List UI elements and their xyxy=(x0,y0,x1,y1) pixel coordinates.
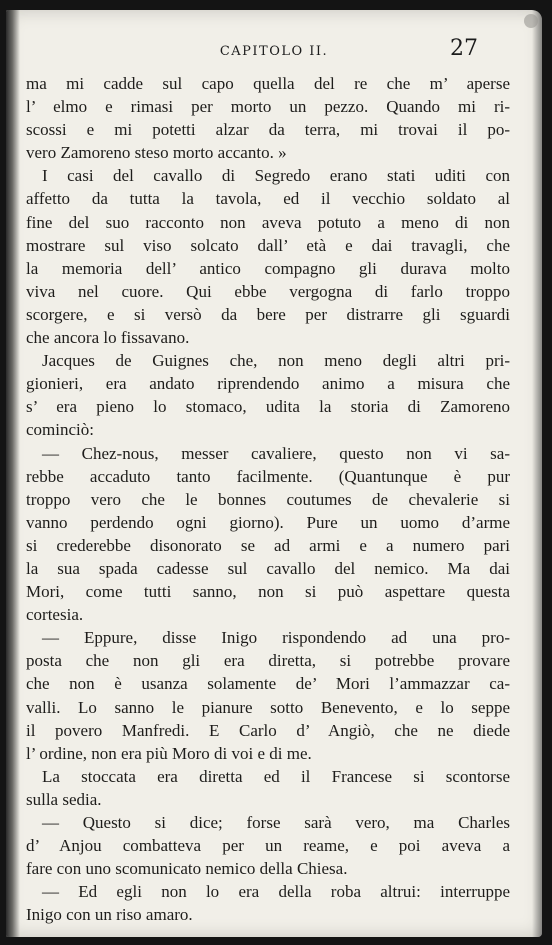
text-line: Mori, come tutti sanno, non si può aspettare questa xyxy=(26,582,510,602)
text-line: ma mi cadde sul capo quella del re che m’ aperse xyxy=(26,74,510,93)
text-line: s’ era pieno lo stomaco, udita la storia di Zamoreno xyxy=(26,397,510,417)
text-line: scorgere, e si versò da bere per distrarre gli sguardi xyxy=(26,304,510,324)
page-number: 27 xyxy=(450,36,478,61)
text-line: che ancora lo fissavano. xyxy=(26,328,190,348)
text-line: La stoccata era diretta ed il Francese si scontorse xyxy=(42,766,510,786)
text-line: — Eppure, disse Inigo rispondendo ad una pro- xyxy=(42,628,510,648)
text-line: affetto da tutta la tavola, ed il vecchio soldato al xyxy=(26,189,510,209)
text-line: valli. Lo sanno le pianure sotto Benevento, e lo seppe xyxy=(26,697,510,717)
page-binding-shadow xyxy=(6,10,20,937)
text-line: vero Zamoreno steso morto accanto. » xyxy=(26,143,287,163)
text-line: la sua spada cadesse sul cavallo del nemico. Ma dai xyxy=(26,558,510,578)
body-text xyxy=(26,72,510,926)
text-line: mostrare sul viso solcato dall’ età e dai travagli, che xyxy=(26,235,510,255)
text-line: viva nel cuore. Qui ebbe vergogna di farlo troppo xyxy=(26,281,510,301)
text-line: cominciò: xyxy=(26,420,94,440)
book-page xyxy=(6,10,542,937)
text-line: — Questo si dice; forse sarà vero, ma Charles xyxy=(42,813,510,832)
text-line: vanno perdendo ogni giorno). Pure un uomo d’arme xyxy=(26,512,510,532)
text-line: I casi del cavallo di Segredo erano stati uditi con xyxy=(42,166,510,186)
text-line: fare con uno scomunicato nemico della Chiesa. xyxy=(26,859,348,879)
text-line: d’ Anjou combatteva per un reame, e poi aveva a xyxy=(26,836,510,856)
text-line: cortesia. xyxy=(26,605,84,625)
text-line: l’ ordine, non era più Moro di voi e di me. xyxy=(26,743,312,763)
page-header xyxy=(6,36,542,66)
text-line: — Ed egli non lo era della roba altrui: interruppe xyxy=(42,882,510,902)
text-line: rebbe accaduto tanto facilmente. (Quantunque è pur xyxy=(26,466,510,486)
text-line: — Chez-nous, messer cavaliere, questo non vi sa- xyxy=(42,443,510,463)
corner-stain xyxy=(524,14,538,28)
text-line: si crederebbe disonorato se ad armi e a numero pari xyxy=(26,535,510,555)
text-line: Jacques de Guignes che, non meno degli altri pri- xyxy=(42,351,510,371)
text-line: sulla sedia. xyxy=(26,789,102,809)
text-line: la memoria dell’ antico compagno gli durava molto xyxy=(26,258,510,278)
text-line: che non è usanza solamente de’ Mori l’ammazzar ca- xyxy=(26,674,510,694)
text-line: Inigo con un riso amaro. xyxy=(26,905,193,925)
text-line: il povero Manfredi. E Carlo d’ Angiò, che ne diede xyxy=(26,720,510,740)
text-line: gionieri, era andato riprendendo animo a misura che xyxy=(26,374,510,394)
text-line: posta che non gli era diretta, si potrebbe provare xyxy=(26,651,510,671)
page-edge-shadow xyxy=(532,10,542,937)
text-line: troppo vero che le bonnes coutumes de chevalerie si xyxy=(26,489,510,509)
running-head: CAPITOLO II. xyxy=(219,44,329,59)
text-line: scossi e mi potetti alzar da terra, mi trovai il po- xyxy=(26,120,510,140)
text-line: l’ elmo e rimasi per morto un pezzo. Quando mi ri- xyxy=(26,97,510,117)
text-line: fine del suo racconto non aveva potuto a meno di non xyxy=(26,212,510,232)
